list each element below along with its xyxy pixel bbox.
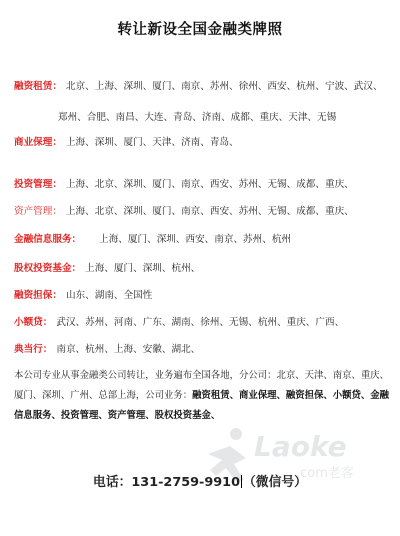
license-label: 金融信息服务： <box>14 234 82 245</box>
license-row-financial-info-service <box>14 233 392 247</box>
license-cities: 武汉、苏州、河南、广东、湖南、徐州、无锡、杭州、重庆、广西、 <box>56 317 345 328</box>
page-title: 转让新设全国金融类牌照 <box>117 22 283 38</box>
company-intro-text: 本公司专业从事金融类公司转让，业务遍布全国各地，分公司：北京、天津、南京、重庆、厦门、深圳、广州、总部上海，公司业务： <box>14 370 390 401</box>
phone-label: 电话： <box>93 475 132 490</box>
license-label: 商业保理： <box>14 137 62 148</box>
license-cities: 上海、厦门、深圳、杭州、 <box>85 263 201 274</box>
wechat-note: （微信号） <box>242 475 307 490</box>
watermark-brand: Laoke <box>254 430 347 463</box>
license-label: 小额贷： <box>14 317 53 328</box>
license-row-microloan <box>14 316 392 330</box>
license-row-investment-management <box>14 178 392 192</box>
license-label: 投资管理： <box>14 179 62 190</box>
license-label: 典当行： <box>14 344 53 355</box>
phone-number: 131-2759-9910 <box>131 475 240 490</box>
license-cities: 上海、北京、深圳、厦门、南京、西安、苏州、无锡、成都、重庆、 <box>65 179 354 190</box>
license-cities-continued: 郑州、合肥、南昌、大连、青岛、济南、成都、重庆、天津、无锡 <box>58 112 337 123</box>
company-intro-paragraph <box>14 366 390 426</box>
license-row-factoring <box>14 136 392 150</box>
text-cursor <box>241 475 242 488</box>
license-cities: 上海、北京、深圳、厦门、南京、西安、苏州、无锡、成都、重庆、 <box>65 206 354 217</box>
contact-phone-line <box>0 471 400 490</box>
license-cities: 北京、上海、深圳、厦门、南京、苏州、徐州、西安、杭州、宁波、武汉、 <box>65 81 383 92</box>
license-row-pawnshop <box>14 343 392 357</box>
company-services: 融资租赁、商业保理、融资担保、小额贷、金融信息服务、投资管理、资产管理、股权投资基金、 <box>14 390 390 421</box>
license-row-asset-management <box>14 205 392 219</box>
license-row-equity-fund <box>14 262 392 276</box>
license-cities: 南京、杭州、上海、安徽、湖北、 <box>56 344 201 355</box>
license-label: 融资租赁： <box>14 81 62 92</box>
license-label: 资产管理： <box>14 206 62 217</box>
license-row-financing-guarantee <box>14 289 392 303</box>
license-cities: 上海、厦门、深圳、西安、南京、苏州、杭州 <box>99 234 292 245</box>
watermark-sub: .com老客 <box>296 466 354 481</box>
license-cities: 上海、深圳、厦门、天津、济南、青岛、 <box>65 137 239 148</box>
license-row-financial-leasing <box>14 80 392 94</box>
license-cities: 山东、湖南、全国性 <box>65 290 153 301</box>
license-label: 股权投资基金： <box>14 263 82 274</box>
license-label: 融资担保： <box>14 290 62 301</box>
